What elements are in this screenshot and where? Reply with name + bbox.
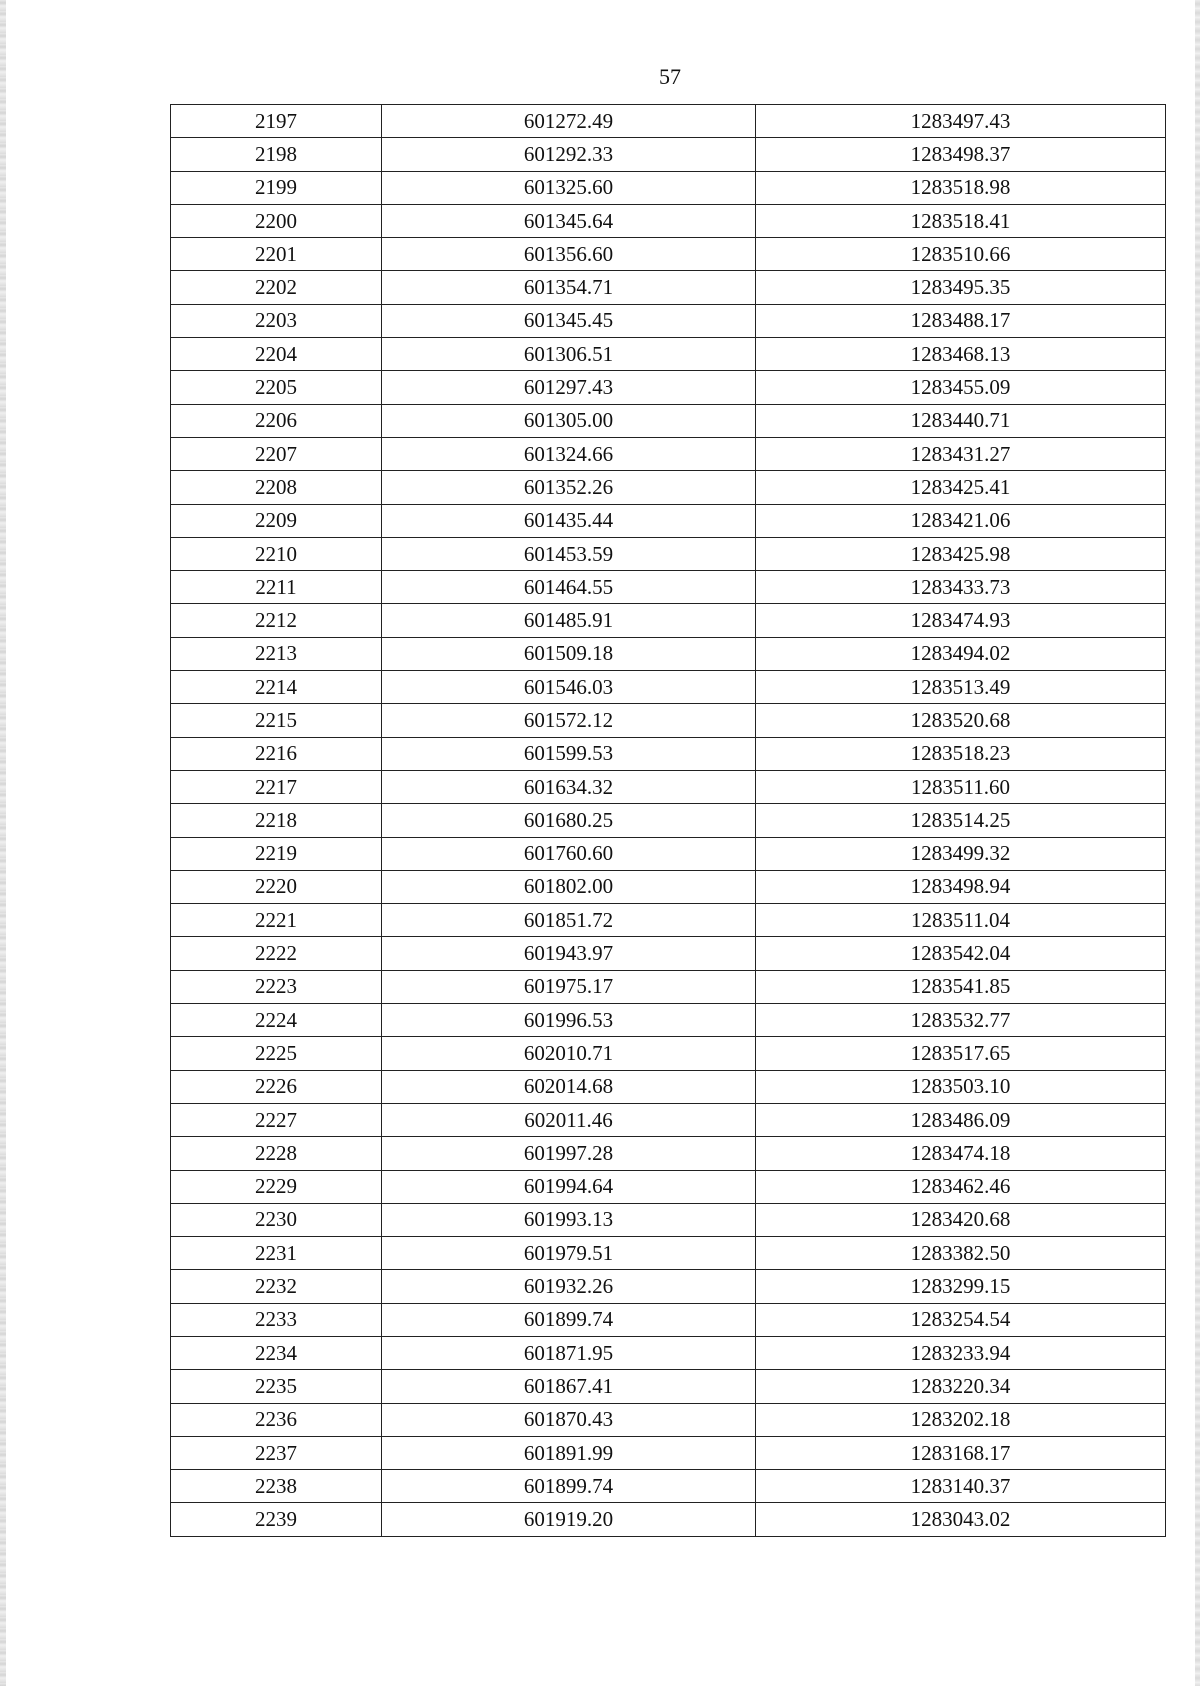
y-coordinate-cell: 1283486.09 xyxy=(756,1103,1166,1136)
table-row xyxy=(171,304,1166,337)
y-coordinate-cell: 1283420.68 xyxy=(756,1203,1166,1236)
table-row xyxy=(171,704,1166,737)
page-number: 57 xyxy=(659,64,681,89)
table-row xyxy=(171,1004,1166,1037)
point-number-cell: 2217 xyxy=(171,770,382,803)
table-row xyxy=(171,271,1166,304)
scan-edge-right xyxy=(1195,0,1200,1686)
point-number-cell: 2215 xyxy=(171,704,382,737)
y-coordinate-cell: 1283518.23 xyxy=(756,737,1166,770)
point-number-cell: 2221 xyxy=(171,904,382,937)
x-coordinate-cell: 601760.60 xyxy=(382,837,756,870)
table-row xyxy=(171,837,1166,870)
y-coordinate-cell: 1283440.71 xyxy=(756,404,1166,437)
point-number-cell: 2206 xyxy=(171,404,382,437)
x-coordinate-cell: 601356.60 xyxy=(382,238,756,271)
x-coordinate-cell: 601354.71 xyxy=(382,271,756,304)
x-coordinate-cell: 602014.68 xyxy=(382,1070,756,1103)
coordinates-table xyxy=(170,104,1166,1537)
x-coordinate-cell: 601485.91 xyxy=(382,604,756,637)
point-number-cell: 2239 xyxy=(171,1503,382,1536)
y-coordinate-cell: 1283532.77 xyxy=(756,1004,1166,1037)
x-coordinate-cell: 601871.95 xyxy=(382,1336,756,1369)
table-row xyxy=(171,1436,1166,1469)
x-coordinate-cell: 601324.66 xyxy=(382,437,756,470)
x-coordinate-cell: 602011.46 xyxy=(382,1103,756,1136)
y-coordinate-cell: 1283541.85 xyxy=(756,970,1166,1003)
table-row xyxy=(171,437,1166,470)
y-coordinate-cell: 1283431.27 xyxy=(756,437,1166,470)
x-coordinate-cell: 601352.26 xyxy=(382,471,756,504)
table-row xyxy=(171,471,1166,504)
table-row xyxy=(171,1403,1166,1436)
x-coordinate-cell: 601899.74 xyxy=(382,1303,756,1336)
table-row xyxy=(171,970,1166,1003)
y-coordinate-cell: 1283168.17 xyxy=(756,1436,1166,1469)
table-row xyxy=(171,770,1166,803)
x-coordinate-cell: 601435.44 xyxy=(382,504,756,537)
point-number-cell: 2211 xyxy=(171,571,382,604)
table-row xyxy=(171,1203,1166,1236)
y-coordinate-cell: 1283520.68 xyxy=(756,704,1166,737)
point-number-cell: 2198 xyxy=(171,138,382,171)
table-row xyxy=(171,1303,1166,1336)
x-coordinate-cell: 601345.45 xyxy=(382,304,756,337)
x-coordinate-cell: 601599.53 xyxy=(382,737,756,770)
table-row xyxy=(171,204,1166,237)
table-row xyxy=(171,171,1166,204)
table-row xyxy=(171,637,1166,670)
point-number-cell: 2230 xyxy=(171,1203,382,1236)
x-coordinate-cell: 601634.32 xyxy=(382,770,756,803)
y-coordinate-cell: 1283499.32 xyxy=(756,837,1166,870)
x-coordinate-cell: 601325.60 xyxy=(382,171,756,204)
x-coordinate-cell: 601993.13 xyxy=(382,1203,756,1236)
point-number-cell: 2222 xyxy=(171,937,382,970)
point-number-cell: 2233 xyxy=(171,1303,382,1336)
point-number-cell: 2232 xyxy=(171,1270,382,1303)
y-coordinate-cell: 1283494.02 xyxy=(756,637,1166,670)
y-coordinate-cell: 1283433.73 xyxy=(756,571,1166,604)
x-coordinate-cell: 601996.53 xyxy=(382,1004,756,1037)
table-row xyxy=(171,1103,1166,1136)
x-coordinate-cell: 601994.64 xyxy=(382,1170,756,1203)
table-row xyxy=(171,105,1166,138)
point-number-cell: 2207 xyxy=(171,437,382,470)
y-coordinate-cell: 1283382.50 xyxy=(756,1237,1166,1270)
point-number-cell: 2218 xyxy=(171,804,382,837)
y-coordinate-cell: 1283511.04 xyxy=(756,904,1166,937)
point-number-cell: 2227 xyxy=(171,1103,382,1136)
table-row xyxy=(171,1270,1166,1303)
y-coordinate-cell: 1283503.10 xyxy=(756,1070,1166,1103)
y-coordinate-cell: 1283233.94 xyxy=(756,1336,1166,1369)
y-coordinate-cell: 1283474.18 xyxy=(756,1137,1166,1170)
y-coordinate-cell: 1283474.93 xyxy=(756,604,1166,637)
table-row xyxy=(171,238,1166,271)
y-coordinate-cell: 1283542.04 xyxy=(756,937,1166,970)
x-coordinate-cell: 601997.28 xyxy=(382,1137,756,1170)
y-coordinate-cell: 1283425.41 xyxy=(756,471,1166,504)
table-row xyxy=(171,1336,1166,1369)
y-coordinate-cell: 1283511.60 xyxy=(756,770,1166,803)
y-coordinate-cell: 1283299.15 xyxy=(756,1270,1166,1303)
y-coordinate-cell: 1283488.17 xyxy=(756,304,1166,337)
y-coordinate-cell: 1283462.46 xyxy=(756,1170,1166,1203)
x-coordinate-cell: 601297.43 xyxy=(382,371,756,404)
point-number-cell: 2235 xyxy=(171,1370,382,1403)
table-row xyxy=(171,937,1166,970)
x-coordinate-cell: 601891.99 xyxy=(382,1436,756,1469)
table-row xyxy=(171,504,1166,537)
x-coordinate-cell: 601851.72 xyxy=(382,904,756,937)
point-number-cell: 2237 xyxy=(171,1436,382,1469)
point-number-cell: 2203 xyxy=(171,304,382,337)
point-number-cell: 2200 xyxy=(171,204,382,237)
table-row xyxy=(171,1037,1166,1070)
y-coordinate-cell: 1283140.37 xyxy=(756,1470,1166,1503)
table-row xyxy=(171,1137,1166,1170)
x-coordinate-cell: 601546.03 xyxy=(382,671,756,704)
y-coordinate-cell: 1283455.09 xyxy=(756,371,1166,404)
y-coordinate-cell: 1283498.94 xyxy=(756,870,1166,903)
x-coordinate-cell: 601899.74 xyxy=(382,1470,756,1503)
table-row xyxy=(171,904,1166,937)
point-number-cell: 2228 xyxy=(171,1137,382,1170)
x-coordinate-cell: 601680.25 xyxy=(382,804,756,837)
y-coordinate-cell: 1283421.06 xyxy=(756,504,1166,537)
table-row xyxy=(171,737,1166,770)
point-number-cell: 2229 xyxy=(171,1170,382,1203)
point-number-cell: 2201 xyxy=(171,238,382,271)
table-row xyxy=(171,804,1166,837)
y-coordinate-cell: 1283513.49 xyxy=(756,671,1166,704)
table-row xyxy=(171,1070,1166,1103)
point-number-cell: 2204 xyxy=(171,338,382,371)
point-number-cell: 2210 xyxy=(171,537,382,570)
point-number-cell: 2225 xyxy=(171,1037,382,1070)
x-coordinate-cell: 601870.43 xyxy=(382,1403,756,1436)
x-coordinate-cell: 602010.71 xyxy=(382,1037,756,1070)
table-row xyxy=(171,571,1166,604)
table-row xyxy=(171,404,1166,437)
y-coordinate-cell: 1283517.65 xyxy=(756,1037,1166,1070)
point-number-cell: 2213 xyxy=(171,637,382,670)
point-number-cell: 2238 xyxy=(171,1470,382,1503)
point-number-cell: 2224 xyxy=(171,1004,382,1037)
y-coordinate-cell: 1283043.02 xyxy=(756,1503,1166,1536)
point-number-cell: 2212 xyxy=(171,604,382,637)
y-coordinate-cell: 1283498.37 xyxy=(756,138,1166,171)
y-coordinate-cell: 1283495.35 xyxy=(756,271,1166,304)
x-coordinate-cell: 601802.00 xyxy=(382,870,756,903)
y-coordinate-cell: 1283468.13 xyxy=(756,338,1166,371)
x-coordinate-cell: 601305.00 xyxy=(382,404,756,437)
x-coordinate-cell: 601943.97 xyxy=(382,937,756,970)
y-coordinate-cell: 1283220.34 xyxy=(756,1370,1166,1403)
table-row xyxy=(171,338,1166,371)
point-number-cell: 2219 xyxy=(171,837,382,870)
table-row xyxy=(171,1470,1166,1503)
point-number-cell: 2208 xyxy=(171,471,382,504)
point-number-cell: 2220 xyxy=(171,870,382,903)
x-coordinate-cell: 601453.59 xyxy=(382,537,756,570)
point-number-cell: 2216 xyxy=(171,737,382,770)
point-number-cell: 2226 xyxy=(171,1070,382,1103)
y-coordinate-cell: 1283425.98 xyxy=(756,537,1166,570)
point-number-cell: 2205 xyxy=(171,371,382,404)
x-coordinate-cell: 601932.26 xyxy=(382,1270,756,1303)
scan-edge-left xyxy=(0,0,6,1686)
x-coordinate-cell: 601464.55 xyxy=(382,571,756,604)
point-number-cell: 2199 xyxy=(171,171,382,204)
table-row xyxy=(171,138,1166,171)
x-coordinate-cell: 601345.64 xyxy=(382,204,756,237)
point-number-cell: 2236 xyxy=(171,1403,382,1436)
x-coordinate-cell: 601867.41 xyxy=(382,1370,756,1403)
table-row xyxy=(171,1170,1166,1203)
x-coordinate-cell: 601572.12 xyxy=(382,704,756,737)
x-coordinate-cell: 601979.51 xyxy=(382,1237,756,1270)
y-coordinate-cell: 1283254.54 xyxy=(756,1303,1166,1336)
y-coordinate-cell: 1283497.43 xyxy=(756,105,1166,138)
x-coordinate-cell: 601272.49 xyxy=(382,105,756,138)
table-row xyxy=(171,1503,1166,1536)
y-coordinate-cell: 1283518.41 xyxy=(756,204,1166,237)
x-coordinate-cell: 601306.51 xyxy=(382,338,756,371)
y-coordinate-cell: 1283510.66 xyxy=(756,238,1166,271)
point-number-cell: 2202 xyxy=(171,271,382,304)
y-coordinate-cell: 1283202.18 xyxy=(756,1403,1166,1436)
table-row xyxy=(171,1370,1166,1403)
x-coordinate-cell: 601509.18 xyxy=(382,637,756,670)
point-number-cell: 2231 xyxy=(171,1237,382,1270)
table-row xyxy=(171,1237,1166,1270)
point-number-cell: 2234 xyxy=(171,1336,382,1369)
coordinates-table-body xyxy=(171,105,1166,1537)
x-coordinate-cell: 601919.20 xyxy=(382,1503,756,1536)
coordinates-table-container xyxy=(170,104,1165,1537)
table-row xyxy=(171,671,1166,704)
table-row xyxy=(171,604,1166,637)
point-number-cell: 2214 xyxy=(171,671,382,704)
x-coordinate-cell: 601975.17 xyxy=(382,970,756,1003)
table-row xyxy=(171,537,1166,570)
table-row xyxy=(171,870,1166,903)
point-number-cell: 2223 xyxy=(171,970,382,1003)
point-number-cell: 2197 xyxy=(171,105,382,138)
x-coordinate-cell: 601292.33 xyxy=(382,138,756,171)
point-number-cell: 2209 xyxy=(171,504,382,537)
y-coordinate-cell: 1283518.98 xyxy=(756,171,1166,204)
y-coordinate-cell: 1283514.25 xyxy=(756,804,1166,837)
table-row xyxy=(171,371,1166,404)
